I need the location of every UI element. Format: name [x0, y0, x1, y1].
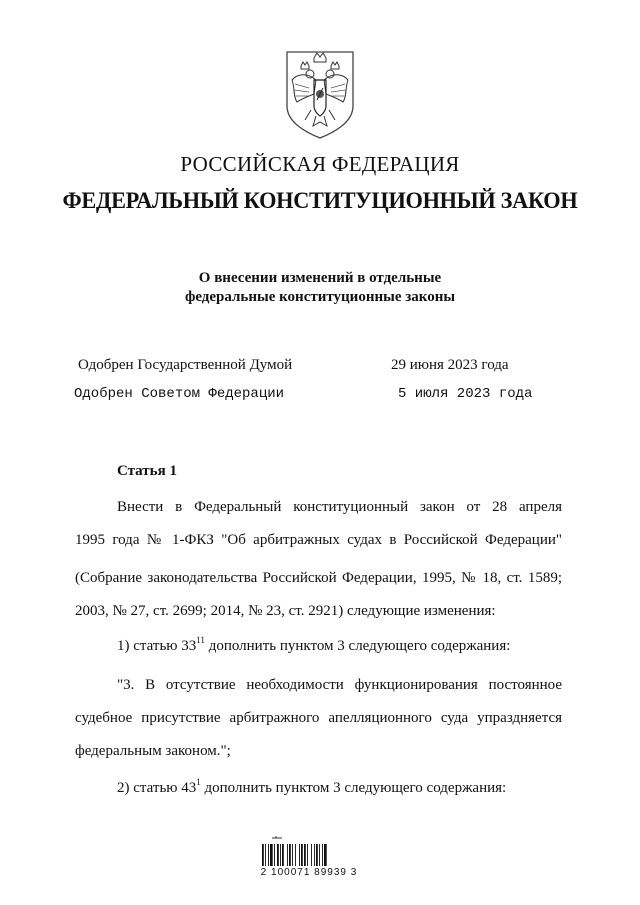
article-text-line-4: 2003, № 27, ст. 2699; 2014, № 23, ст. 2921) следующие изменения:	[75, 603, 496, 619]
approval-duma-date: 29 июня 2023 года	[391, 357, 509, 373]
article-text-line-3: (Собрание законодательства Российской Федерации, 1995, № 18, ст. 1589;	[75, 570, 562, 586]
amendment-item-2-prefix: 2) статью 43	[117, 780, 197, 796]
barcode-bar	[265, 844, 266, 866]
barcode-bar	[282, 844, 284, 866]
amendment-item-2	[75, 772, 562, 805]
country-title: РОССИЙСКАЯ ФЕДЕРАЦИЯ	[180, 152, 460, 176]
barcode-bar	[324, 844, 327, 866]
barcode-bar	[307, 844, 308, 866]
approval-duma-body: Одобрен Государственной Думой	[78, 357, 293, 373]
law-subject	[0, 269, 640, 307]
article-heading: Статья 1	[117, 463, 177, 479]
quote-line-3: федеральным законом.";	[75, 743, 231, 759]
barcode-bar	[304, 844, 306, 866]
article-text-line-2: 1995 года № 1-ФКЗ "Об арбитражных судах в Российской Федерации"	[75, 532, 562, 548]
barcode-bar	[277, 844, 279, 866]
barcode-bar	[322, 844, 323, 866]
coat-of-arms-emblem	[283, 48, 357, 140]
barcode-bar	[301, 844, 303, 866]
barcode-bar	[295, 844, 296, 866]
barcode-bar	[289, 844, 291, 866]
approval-council-body: Одобрен Советом Федерации	[74, 386, 285, 402]
quote-line-1	[75, 669, 562, 702]
barcode-bar	[319, 844, 320, 866]
barcode-bar	[316, 844, 318, 866]
barcode-bar	[299, 844, 300, 866]
barcode-bar	[274, 844, 275, 866]
barcode-bar	[292, 844, 293, 866]
barcode-bar	[262, 844, 264, 866]
barcode-bar	[270, 844, 273, 866]
law-type-title: ФЕДЕРАЛЬНЫЙ КОНСТИТУЦИОННЫЙ ЗАКОН	[62, 188, 578, 213]
quote-line-2: судебное присутствие арбитражного апелляционного суда упраздняется	[75, 710, 562, 726]
quote-line-1-text: "3. В отсутствие необходимости функционирования постоянное	[117, 677, 562, 693]
amendment-item-2-suffix: дополнить пунктом 3 следующего содержания:	[200, 780, 507, 796]
barcode-bar	[287, 844, 288, 866]
barcode-bar	[268, 844, 269, 866]
amendment-item-1-prefix: 1) статью 33	[117, 638, 197, 654]
amendment-item-2-sup: 1	[196, 777, 201, 787]
article-text-line-1	[75, 491, 562, 524]
barcode-number: 2 100071 89939 3	[260, 867, 358, 878]
article-text-line-1-text: Внести в Федеральный конституционный закон от 28 апреля	[117, 499, 562, 515]
law-subject-line-1: О внесении изменений в отдельные	[198, 270, 442, 286]
law-subject-line-2: федеральные конституционные законы	[184, 289, 456, 305]
barcode-bar	[311, 844, 312, 866]
amendment-item-1-sup: 11	[196, 635, 205, 645]
amendment-item-1-suffix: дополнить пунктом 3 следующего содержания:	[204, 638, 511, 654]
approval-council-date: 5 июля 2023 года	[398, 386, 533, 402]
amendment-item-1	[75, 630, 562, 663]
barcode-bar	[280, 844, 281, 866]
barcode-bar	[314, 844, 315, 866]
